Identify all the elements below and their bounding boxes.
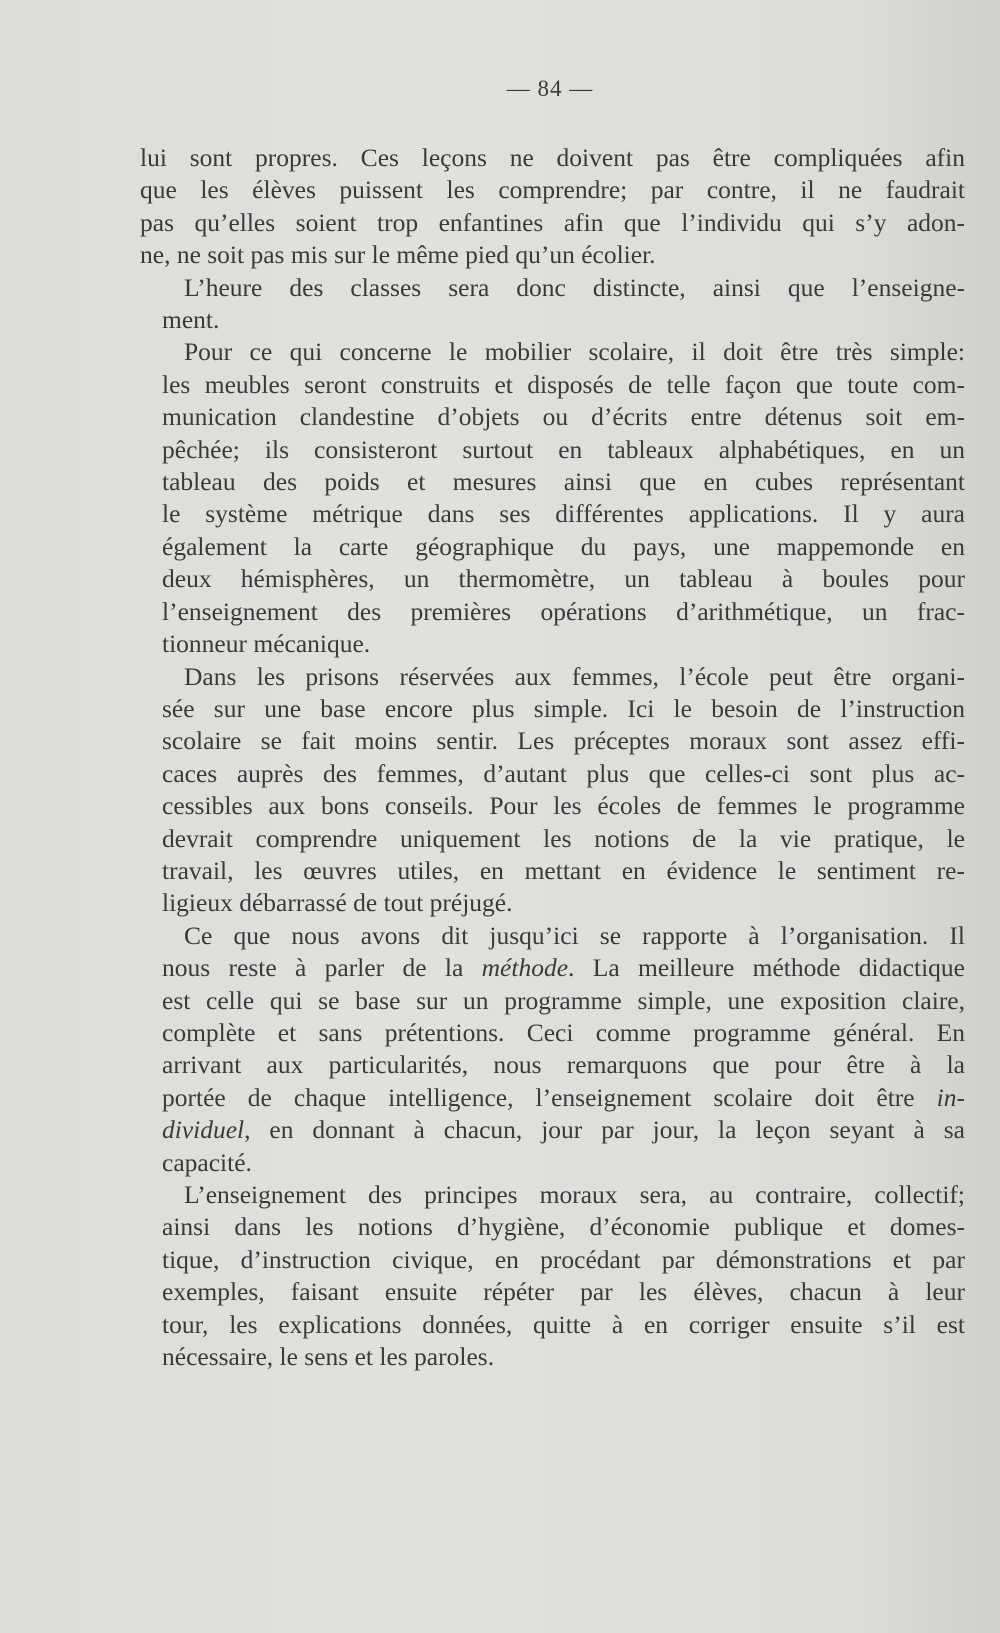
text-line: Pour ce qui concerne le mobilier scolaire, il doit être très simple: <box>184 337 965 367</box>
text-line: tionneur mécanique. <box>162 629 371 659</box>
text-line: lui sont propres. Ces leçons ne doivent pas être compliquées afin <box>140 143 965 172</box>
text-line: tique, d’instruction civique, en procédant par démonstrations et par <box>162 1244 965 1274</box>
text-line: l’enseignement des premières opérations d’arithmétique, un frac- <box>162 596 965 626</box>
text-line: portée de chaque intelligence, l’enseignement scolaire doit être in- <box>162 1082 965 1112</box>
text-line: ainsi dans les notions d’hygiène, d’économie publique et domes- <box>162 1212 965 1242</box>
text-line: devrait comprendre uniquement les notions de la vie pratique, le <box>162 823 965 853</box>
text-line: ment. <box>162 305 220 335</box>
text-line: les meubles seront construits et disposés de telle façon que toute com- <box>162 369 965 399</box>
text-line: scolaire se fait moins sentir. Les préceptes moraux sont assez effi- <box>162 726 965 756</box>
text-line: munication clandestine d’objets ou d’écrits entre détenus soit em- <box>162 402 965 432</box>
text-line: exemples, faisant ensuite répéter par les élèves, chacun à leur <box>162 1277 965 1307</box>
paragraph <box>140 272 965 337</box>
text-line: Dans les prisons réservées aux femmes, l’école peut être organi- <box>184 661 965 691</box>
text-line: également la carte géographique du pays, une mappemonde en <box>162 531 965 561</box>
paragraph <box>140 920 965 1179</box>
text-line: ne, ne soit pas mis sur le même pied qu’un écolier. <box>140 240 656 270</box>
text-line: que les élèves puissent les comprendre; par contre, il ne faudrait <box>140 175 965 205</box>
text-line: sée sur une base encore plus simple. Ici le besoin de l’instruction <box>162 693 965 723</box>
text-line: nécessaire, le sens et les paroles. <box>162 1342 495 1372</box>
text-line: Ce que nous avons dit jusqu’ici se rapporte à l’organisation. Il <box>184 920 965 950</box>
text-line: deux hémisphères, un thermomètre, un tableau à boules pour <box>162 564 965 594</box>
body-text <box>140 142 965 1373</box>
text-line: L’heure des classes sera donc distincte, ainsi que l’enseigne- <box>184 272 965 302</box>
text-line: cessibles aux bons conseils. Pour les écoles de femmes le programme <box>162 791 965 821</box>
text-line: capacité. <box>162 1147 252 1177</box>
text-line: pas qu’elles soient trop enfantines afin que l’individu qui s’y adon- <box>140 207 965 237</box>
text-line: est celle qui se base sur un programme simple, une exposition claire, <box>162 985 965 1015</box>
paragraph <box>140 336 965 660</box>
text-line: ligieux débarrassé de tout préjugé. <box>162 888 513 918</box>
text-line: le système métrique dans ses différentes applications. Il y aura <box>162 499 965 529</box>
text-line: nous reste à parler de la méthode. La meilleure méthode didactique <box>162 953 965 983</box>
paragraph <box>140 1179 965 1373</box>
text-line: tour, les explications données, quitte à en corriger ensuite s’il est <box>162 1309 965 1339</box>
text-line: complète et sans prétentions. Ceci comme programme général. En <box>162 1017 965 1047</box>
paragraph <box>140 142 965 272</box>
text-line: dividuel, en donnant à chacun, jour par jour, la leçon seyant à sa <box>162 1115 965 1145</box>
text-line: L’enseignement des principes moraux sera, au contraire, collectif; <box>184 1180 965 1209</box>
text-line: travail, les œuvres utiles, en mettant en évidence le sentiment re- <box>162 855 965 885</box>
page-number: — 84 — <box>506 76 594 101</box>
text-line: tableau des poids et mesures ainsi que en cubes représentant <box>162 467 965 497</box>
text-line: arrivant aux particularités, nous remarquons que pour être à la <box>162 1050 965 1080</box>
paragraph <box>140 661 965 920</box>
text-line: caces auprès des femmes, d’autant plus que celles-ci sont plus ac- <box>162 758 965 788</box>
text-line: pêchée; ils consisteront surtout en tableaux alphabétiques, en un <box>162 434 965 464</box>
